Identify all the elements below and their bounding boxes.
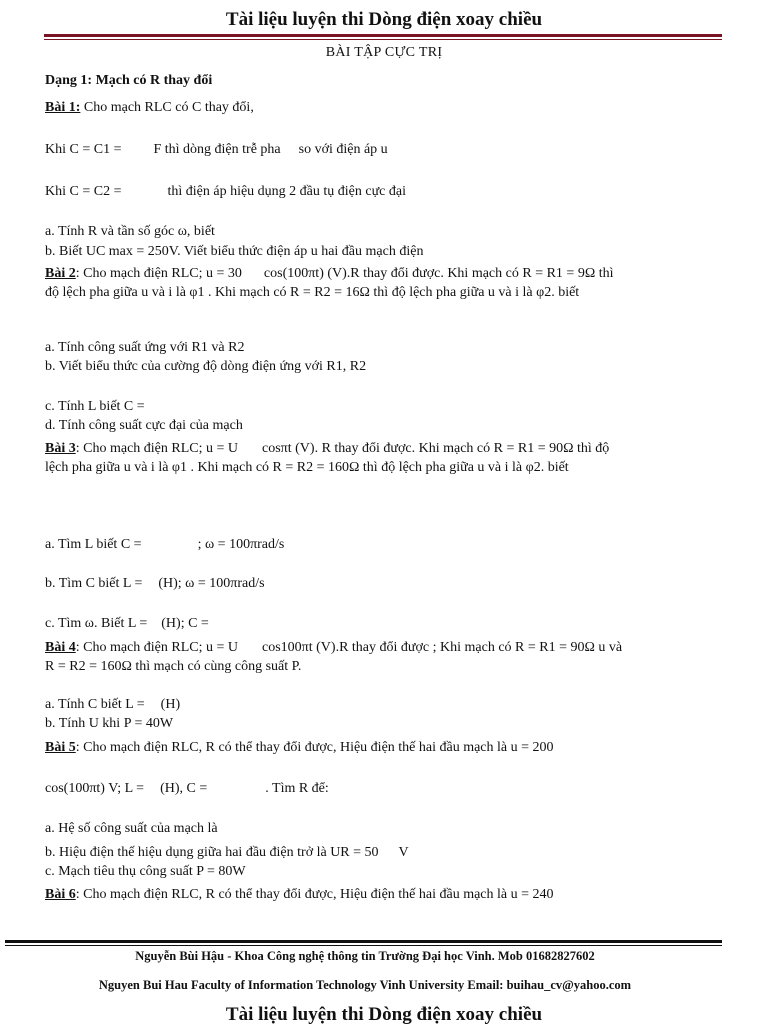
bai3-qc-b: (H); C = bbox=[161, 616, 209, 631]
bai4-line2: R = R2 = 160Ω thì mạch có cùng công suất P. bbox=[45, 659, 302, 674]
bai3-label: Bài 3 bbox=[45, 441, 76, 456]
bai5-question-a: a. Hệ số công suất của mạch là bbox=[45, 821, 218, 836]
bai3-question-a bbox=[45, 537, 284, 553]
bai1-c1-line bbox=[45, 142, 388, 158]
bai3-line2: lệch pha giữa u và i là φ1 . Khi mạch có R = R2 = 160Ω thì độ lệch pha giữa u và i là φ2. biết bbox=[45, 460, 569, 475]
bai5-qb-b: V bbox=[398, 845, 409, 860]
bai1-intro: Cho mạch RLC có C thay đổi, bbox=[80, 100, 254, 115]
footer-author-vi: Nguyễn Bùi Hậu - Khoa Công nghệ thông tin Trường Đại học Vinh. Mob 01682827602 bbox=[135, 949, 595, 963]
bai3-qb-b: (H); ω = 100πrad/s bbox=[158, 576, 265, 591]
bai1-c2-a: Khi C = C2 = bbox=[45, 184, 122, 199]
footer-author-en: Nguyen Bui Hau Faculty of Information Technology Vinh University Email: buihau_cv@yahoo.com bbox=[98, 978, 632, 992]
bai1-c1-c: so với điện áp u bbox=[298, 142, 388, 157]
bai6-intro-line bbox=[45, 887, 554, 903]
form1-heading-label: Dạng 1 bbox=[45, 73, 88, 88]
bai4-question-b: b. Tính U khi P = 40W bbox=[45, 716, 174, 731]
bai4-question-a bbox=[45, 697, 180, 713]
bai2-question-b: b. Viết biểu thức của cường độ dòng điện ứng với R1, R2 bbox=[45, 359, 367, 374]
bai1-intro-line bbox=[45, 100, 254, 116]
bai5-question-b bbox=[45, 845, 409, 861]
bai5-intro-line bbox=[45, 740, 554, 756]
bai4-intro-a: : Cho mạch điện RLC; u = U bbox=[75, 640, 239, 655]
bai4-qa-a: a. Tính C biết L = bbox=[45, 697, 145, 712]
bai5-label: Bài 5 bbox=[45, 740, 76, 755]
bai4-intro-b: cos100πt (V).R thay đổi được ; Khi mạch có R = R1 = 90Ω u và bbox=[262, 640, 623, 655]
bai2-question-c: c. Tính L biết C = bbox=[45, 399, 145, 414]
bai1-c1-b: F thì dòng điện trễ pha bbox=[153, 142, 281, 157]
bai2-intro-line bbox=[45, 266, 614, 282]
bai4-label: Bài 4 bbox=[45, 640, 76, 655]
bai3-intro-line bbox=[45, 441, 609, 457]
bai3-question-b bbox=[45, 576, 265, 592]
page-header-title: Tài liệu luyện thi Dòng điện xoay chiều bbox=[225, 9, 543, 30]
bai5-line2 bbox=[45, 781, 329, 797]
section-title: BÀI TẬP CỰC TRỊ bbox=[325, 45, 443, 60]
bai3-qb-a: b. Tìm C biết L = bbox=[45, 576, 143, 591]
bai3-qa-b: ; ω = 100πrad/s bbox=[197, 537, 285, 552]
bai3-intro-b: cosπt (V). R thay đổi được. Khi mạch có R = R1 = 90Ω thì độ bbox=[262, 441, 610, 456]
footer-rule-thick bbox=[5, 940, 722, 943]
bai1-c2-line bbox=[45, 184, 406, 200]
bai3-question-c bbox=[45, 616, 209, 632]
bai3-qc-a: c. Tìm ω. Biết L = bbox=[45, 616, 148, 631]
form1-heading bbox=[45, 73, 212, 89]
bai4-intro-line bbox=[45, 640, 622, 656]
bai1-question-a: a. Tính R và tần số góc ω, biết bbox=[45, 224, 215, 239]
bai5-question-c: c. Mạch tiêu thụ công suất P = 80W bbox=[45, 864, 246, 879]
form1-heading-rest: : Mạch có R thay đổi bbox=[87, 73, 213, 88]
bai2-label: Bài 2 bbox=[45, 266, 76, 281]
header-rule-thick bbox=[44, 34, 722, 37]
bai6-label: Bài 6 bbox=[45, 887, 76, 902]
bai2-question-d: d. Tính công suất cực đại của mạch bbox=[45, 418, 243, 433]
bai4-qa-b: (H) bbox=[160, 697, 181, 712]
bai5-line2-a: cos(100πt) V; L = bbox=[45, 781, 145, 796]
footer-rule-thin bbox=[5, 945, 722, 946]
bai3-intro-a: : Cho mạch điện RLC; u = U bbox=[75, 441, 239, 456]
bai2-intro-a: : Cho mạch điện RLC; u = 30 bbox=[75, 266, 242, 281]
next-page-header-title: Tài liệu luyện thi Dòng điện xoay chiều bbox=[225, 1004, 543, 1025]
bai6-intro: : Cho mạch điện RLC, R có thể thay đổi được, Hiệu điện thế hai đầu mạch là u = 240 bbox=[75, 887, 554, 902]
bai5-qb-a: b. Hiệu điện thế hiệu dụng giữa hai đầu điện trở là UR = 50 bbox=[45, 845, 379, 860]
bai5-intro: : Cho mạch điện RLC, R có thể thay đổi được, Hiệu điện thế hai đầu mạch là u = 200 bbox=[75, 740, 554, 755]
bai5-line2-c: . Tìm R để: bbox=[265, 781, 329, 796]
bai2-intro-b: cos(100πt) (V).R thay đổi được. Khi mạch có R = R1 = 9Ω thì bbox=[263, 266, 614, 281]
header-rule-thin bbox=[44, 39, 722, 40]
bai2-line2: độ lệch pha giữa u và i là φ1 . Khi mạch có R = R2 = 16Ω thì độ lệch pha giữa u và i là φ2. biết bbox=[45, 285, 580, 300]
bai2-question-a: a. Tính công suất ứng với R1 và R2 bbox=[45, 340, 245, 355]
bai1-c2-b: thì điện áp hiệu dụng 2 đầu tụ điện cực đại bbox=[167, 184, 406, 199]
bai1-c1-a: Khi C = C1 = bbox=[45, 142, 122, 157]
bai1-question-b: b. Biết UC max = 250V. Viết biểu thức điện áp u hai đầu mạch điện bbox=[45, 244, 424, 259]
bai5-line2-b: (H), C = bbox=[160, 781, 208, 796]
bai3-qa-a: a. Tìm L biết C = bbox=[45, 537, 142, 552]
bai1-label: Bài 1: bbox=[45, 100, 81, 115]
